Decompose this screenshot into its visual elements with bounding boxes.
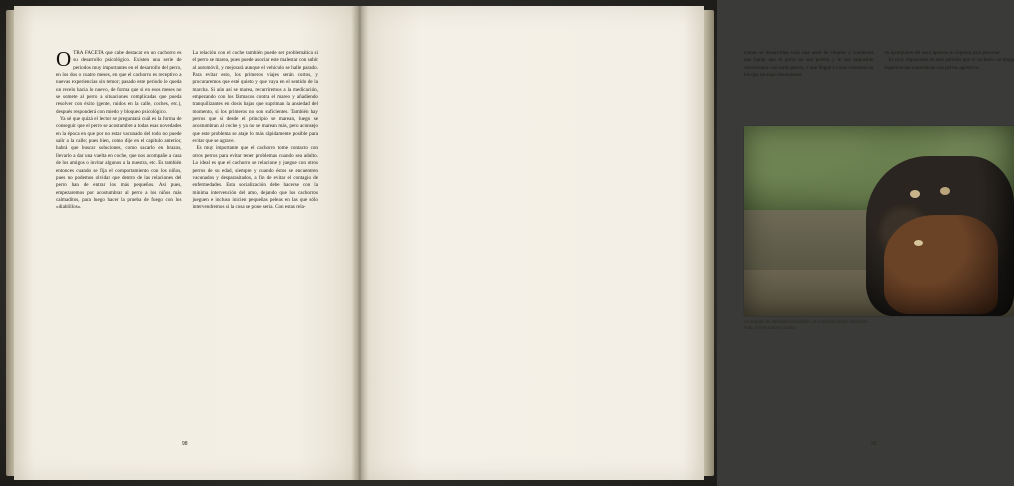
left-page-columns xyxy=(56,47,318,212)
photo-vignette xyxy=(744,126,1014,316)
paragraph-text: TRA FACETA que cabe destacar en un cachorro es su desarrollo psicológico. Existen una serie de periodos muy importantes en el desarrollo del perro, en los dos o cuatro meses, en que el cachorro es receptivo a nuevas experiencias sin temor; pasado este periodo le queda un recelo hacia lo nuevo, de forma que si en esos meses no se somete al perro a situaciones complicadas que pueda resolver con éxito (gente, ruidos en la calle, coches, etc.), después responderá con miedo y bloqueo psicológico. xyxy=(56,50,182,115)
left-column-2 xyxy=(193,50,319,212)
body-paragraph: Es muy importante en este periodo que el cachorro no tenga experiencias traumáticas con perros agresivos. xyxy=(884,57,1014,71)
caption-text: La relación de dominancia/sumisión ya comienza desde cachorros xyxy=(744,319,868,324)
right-page-columns xyxy=(744,50,1014,79)
photo-credit: Foto: Ernest Casas i Oussn xyxy=(744,324,796,330)
figure-caption xyxy=(744,319,1014,330)
page-number-right: 99 xyxy=(871,441,877,447)
book-gutter xyxy=(351,6,369,480)
body-paragraph xyxy=(56,47,182,116)
body-paragraph: ciones se desarrollan toda una serie de rituales y conductas que harán que el perro no sea peleón y le sea imposible relacionarse con otros perros, o que llegue a casos extremos en los que no sepa relacionarse xyxy=(744,50,874,79)
right-column-2 xyxy=(885,50,1014,79)
body-paragraph: en ejemplares del sexo opuesto ni siquiera para procrear. xyxy=(884,50,1001,56)
body-paragraph: Ya sé que quizá el lector se preguntará cuál es la forma de conseguir que el perro se acostumbre a todas esas novedades en la época en que por no estar vacunado del todo no puede salir a la calle; pues bien, como dije en el capítulo anterior, habrá que buscar soluciones, como sacarlo en brazos, llevarlo a dar una vuelta en coche, que nos acompañe a casa de los amigos o invitar algunos a la nuestra, etc. Es también entonces cuando se fija el comportamiento con los niños, pues no podemos olvidar que dentro de las relaciones del perro han de entrar los más pequeños. Así pues, empezaremos por acostumbrar al perro a los niños más calmaditos, para luego hacer la prueba de fuego con los «diablillos». xyxy=(56,116,182,211)
left-page xyxy=(14,6,359,480)
body-paragraph: La relación con el coche también puede ser problemática si el perro se marea, pues puede asociar este malestar con subir al automóvil, y mejorará aunque el vehículo se halle parado. Para evitar esto, los primeros viajes serán cortos, y procuraremos que esté quieto y que vaya en el sentido de la marcha. Si aún así se marea, recurriremos a la medicación, empezando con los fármacos contra el mareo y añadiendo tranquilizantes en dosis bajas que supriman la ansiedad del momento, si los primeros no son suficientes. También hay perros que si desde el principio se marean, luego se acostumbran al coche y ya no se marean más, pero aconsejo que este problema se ataje lo más rápidamente posible para evitar que se agrave. xyxy=(192,50,318,145)
puppies-photograph xyxy=(744,126,1014,316)
drop-cap: O xyxy=(56,47,72,71)
right-page xyxy=(359,6,1014,480)
body-paragraph: Es muy importante que el cachorro tome contacto con otros perros para evitar tener problemas cuando sea adulto. Lo ideal es que el cachorro se relacione y juegue con otros perros de su edad, siempre y cuando éstos se encuentren vacunados y desparasitados, a fin de evitar el contagio de enfermedades. Esta socialización debe hacerse con la mínima intervención del amo, dejando que los cachorros jueguen e incluso inicien pequeñas peleas en las que sólo intervendremos si la cosa se pone seria. Con estas rela- xyxy=(192,145,318,211)
right-column-1 xyxy=(744,50,874,79)
page-number-left: 98 xyxy=(182,441,188,447)
left-column-1 xyxy=(56,47,182,212)
open-book xyxy=(14,6,1014,480)
